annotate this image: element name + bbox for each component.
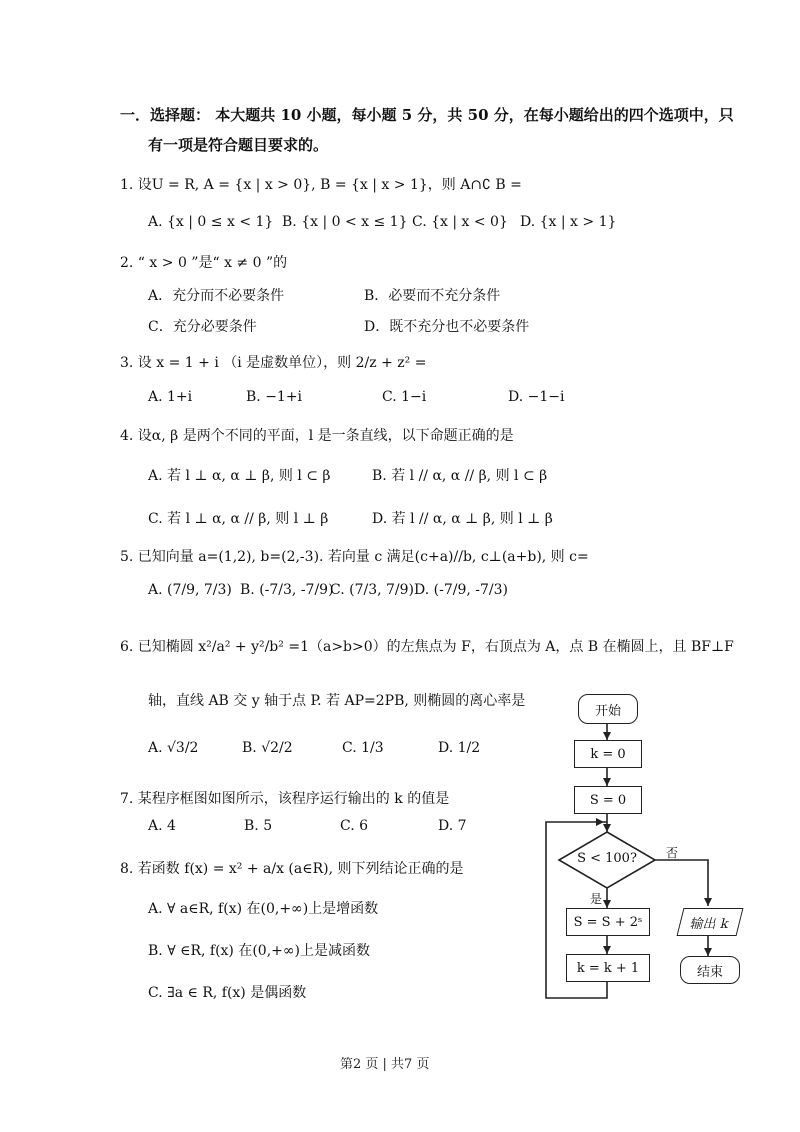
question-3-option-a: A. 1+i (148, 389, 193, 405)
question-6-stem: 6. 已知椭圆 x²/a² + y²/b² =1（a>b>0）的左焦点为 F，右顶点为 A，点 B 在椭圆上，且 BF⊥F (120, 639, 734, 655)
question-3-stem: 3. 设 x = 1 + i （i 是虚数单位），则 2/z + z² = (120, 355, 427, 371)
question-8-option-c: C. ∃a ∈ R, f(x) 是偶函数 (148, 985, 307, 1001)
flowchart-init-k: k = 0 (574, 740, 642, 768)
question-2-option-b: B．必要而不充分条件 (364, 288, 501, 304)
question-4-option-c: C. 若 l ⊥ α, α // β, 则 l ⊥ β (148, 511, 329, 527)
question-4-option-a: A. 若 l ⊥ α, α ⊥ β, 则 l ⊂ β (148, 468, 331, 484)
question-1-option-b: B. {x | 0 < x ≤ 1} (282, 214, 408, 230)
flowchart-output: 输出 k (677, 908, 744, 936)
question-5-stem: 5. 已知向量 a=(1,2), b=(2,-3). 若向量 c 满足(c+a)//b, c⊥(a+b), 则 c= (120, 549, 589, 565)
question-8-option-a: A. ∀ a∈R, f(x) 在(0,+∞)上是增函数 (148, 901, 379, 917)
question-5-option-b: B. (-7/3, -7/9) (240, 582, 334, 598)
flowchart-condition: S < 100? (577, 851, 637, 866)
question-6-option-a: A. √3/2 (148, 740, 199, 756)
question-1-stem: 1. 设U = R, A = {x | x > 0}, B = {x | x > 1}，则 A∩∁ B = (120, 177, 522, 193)
question-7-option-d: D. 7 (438, 818, 467, 834)
question-6-option-c: C. 1/3 (342, 740, 384, 756)
question-1-option-d: D. {x | x > 1} (520, 214, 617, 230)
question-1-option-a: A. {x | 0 ≤ x < 1} (148, 214, 274, 230)
question-6-option-b: B. √2/2 (242, 740, 293, 756)
question-3-option-d: D. −1−i (508, 389, 565, 405)
question-5-option-d: D. (-7/9, -7/3) (414, 582, 508, 598)
question-4-option-d: D. 若 l // α, α ⊥ β, 则 l ⊥ β (372, 511, 553, 527)
question-1-option-c: C. {x | x < 0} (412, 214, 508, 230)
question-7-option-a: A. 4 (148, 818, 176, 834)
question-4-stem: 4. 设α, β 是两个不同的平面，l 是一条直线，以下命题正确的是 (120, 428, 514, 444)
flowchart-start: 开始 (578, 694, 638, 724)
section-title-line2: 有一项是符合题目要求的。 (148, 136, 329, 154)
flowchart-init-s: S = 0 (574, 786, 642, 814)
question-6-stem-line2: 轴，直线 AB 交 y 轴于点 P. 若 AP=2PB, 则椭圆的离心率是 (148, 693, 526, 709)
question-7-option-b: B. 5 (244, 818, 273, 834)
question-3-option-b: B. −1+i (246, 389, 303, 405)
question-2-stem: 2. “ x > 0 ”是“ x ≠ 0 ”的 (120, 255, 288, 271)
question-2-option-c: C．充分必要条件 (148, 319, 257, 335)
flowchart-update-s: S = S + 2ˢ (566, 908, 650, 936)
question-7-stem: 7. 某程序框图如图所示，该程序运行输出的 k 的值是 (120, 791, 450, 807)
question-2-option-a: A．充分而不必要条件 (148, 288, 285, 304)
flowchart-yes-label: 是 (590, 892, 603, 906)
question-3-option-c: C. 1−i (382, 389, 427, 405)
question-7-option-c: C. 6 (340, 818, 369, 834)
flowchart-update-k: k = k + 1 (566, 954, 650, 982)
question-5-option-c: C. (7/3, 7/9) (330, 582, 414, 598)
question-8-option-b: B. ∀ ∈R, f(x) 在(0,+∞)上是减函数 (148, 943, 371, 959)
question-4-option-b: B. 若 l // α, α // β, 则 l ⊂ β (372, 468, 548, 484)
question-5-option-a: A. (7/9, 7/3) (148, 582, 232, 598)
page-footer: 第2 页 | 共7 页 (340, 1057, 430, 1072)
question-2-option-d: D．既不充分也不必要条件 (364, 319, 530, 335)
question-6-option-d: D. 1/2 (438, 740, 481, 756)
program-flowchart (540, 690, 760, 1010)
flowchart-no-label: 否 (666, 846, 679, 860)
section-title-line1: 一．选择题： 本大题共 10 小题，每小题 5 分，共 50 分，在每小题给出的四个选项中，只 (120, 106, 734, 124)
flowchart-end: 结束 (680, 956, 740, 984)
question-8-stem: 8. 若函数 f(x) = x² + a/x (a∈R), 则下列结论正确的是 (120, 861, 464, 877)
